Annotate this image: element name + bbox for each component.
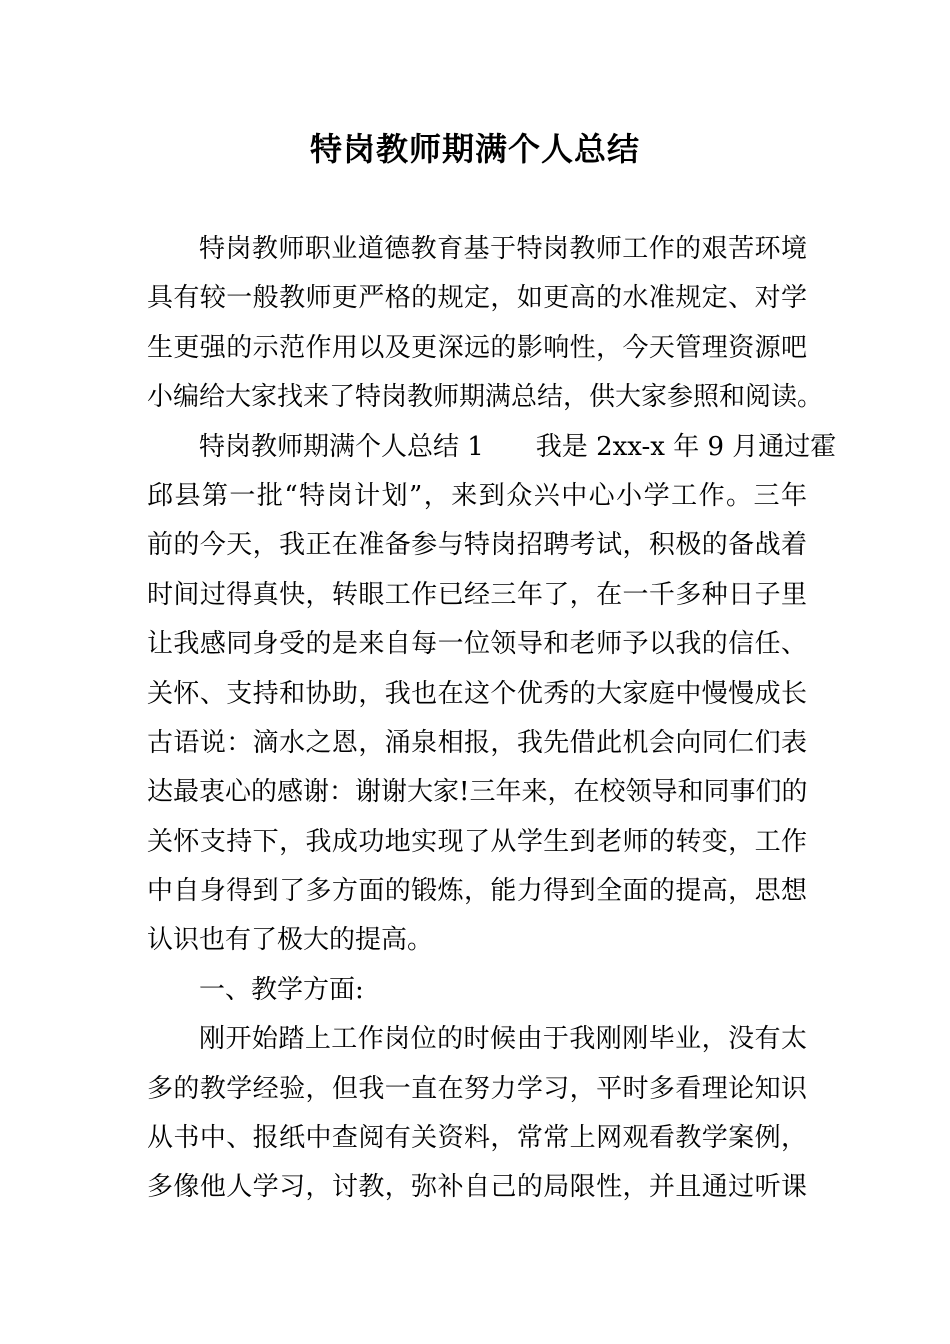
body-line: 认识也有了极大的提高。 bbox=[147, 925, 434, 956]
body-line: 特岗教师期满个人总结 1 我是 2xx-x 年 9 月通过霍 bbox=[199, 431, 837, 462]
body-line: 中自身得到了多方面的锻炼，能力得到全面的提高，思想 bbox=[147, 876, 807, 907]
body-line: 让我感同身受的是来自每一位领导和老师予以我的信任、 bbox=[147, 629, 807, 660]
document-body bbox=[147, 225, 837, 1213]
body-line: 刚开始踏上工作岗位的时候由于我刚刚毕业，没有太 bbox=[199, 1024, 807, 1055]
body-line: 特岗教师职业道德教育基于特岗教师工作的艰苦环境 bbox=[199, 234, 807, 264]
document-title: 特岗教师期满个人总结 bbox=[309, 130, 640, 168]
body-line: 前的今天，我正在准备参与特岗招聘考试，积极的备战着 bbox=[147, 530, 807, 561]
body-line: 具有较一般教师更严格的规定，如更高的水准规定、对学 bbox=[147, 283, 807, 314]
body-line: 多像他人学习，讨教，弥补自己的局限性，并且通过听课 bbox=[147, 1172, 807, 1203]
body-line: 小编给大家找来了特岗教师期满总结，供大家参照和阅读。 bbox=[147, 382, 824, 413]
body-line: 达最衷心的感谢：谢谢大家!三年来，在校领导和同事们的 bbox=[147, 777, 808, 808]
body-line: 从书中、报纸中查阅有关资料，常常上网观看教学案例， bbox=[147, 1123, 807, 1154]
body-line: 关怀支持下，我成功地实现了从学生到老师的转变，工作 bbox=[147, 826, 807, 857]
body-line: 多的教学经验，但我一直在努力学习，平时多看理论知识 bbox=[147, 1073, 807, 1104]
body-line: 关怀、支持和协助，我也在这个优秀的大家庭中慢慢成长 bbox=[147, 678, 807, 709]
body-line: 时间过得真快，转眼工作已经三年了，在一千多种日子里 bbox=[147, 579, 807, 610]
body-line: 一、教学方面: bbox=[199, 974, 364, 1005]
body-line: 邱县第一批“特岗计划”，来到众兴中心小学工作。三年 bbox=[147, 480, 807, 511]
body-line: 生更强的示范作用以及更深远的影响性，今天管理资源吧 bbox=[147, 332, 807, 363]
body-line: 古语说：滴水之恩，涌泉相报，我先借此机会向同仁们表 bbox=[147, 727, 807, 758]
